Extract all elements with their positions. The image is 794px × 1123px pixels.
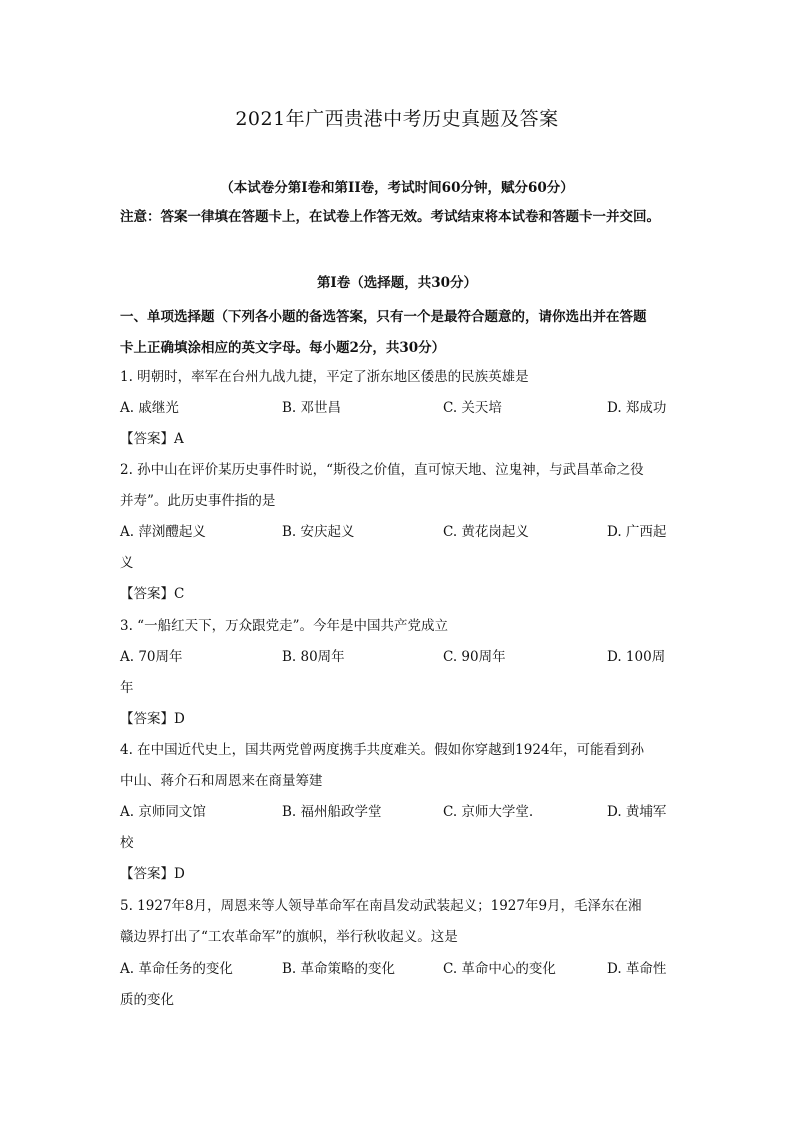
option-d: D. 革命性: [607, 961, 667, 977]
exam-subtitle: （本试卷分第I卷和第II卷，考试时间60分钟，赋分60分）: [220, 180, 574, 196]
question-4-stem-cont: 中山、蒋介石和周恩来在商量筹建: [120, 773, 323, 789]
option-b: B. 革命策略的变化: [282, 961, 396, 977]
question-5-options: [120, 957, 680, 977]
option-c: C. 京师大学堂.: [443, 804, 534, 820]
option-a: A. 京师同文馆: [120, 804, 206, 820]
option-d: D. 黄埔军: [607, 804, 667, 820]
option-d: D. 广西起: [607, 524, 667, 540]
option-c: C. 关天培: [443, 400, 502, 416]
option-a: A. 戚继光: [120, 400, 179, 416]
option-a: A. 70周年: [120, 649, 183, 665]
option-c: C. 黄花岗起义: [443, 524, 529, 540]
option-d: D. 郑成功: [607, 400, 667, 416]
question-5-stem-cont: 赣边界打出了“工农革命军”的旗帜，举行秋收起义。这是: [120, 929, 458, 945]
section-title: 第I卷（选择题，共30分）: [316, 275, 478, 291]
option-b: B. 安庆起义: [282, 524, 355, 540]
question-4-option-wrap: 校: [120, 835, 134, 851]
question-3-option-wrap: 年: [120, 680, 134, 696]
page-title: 2021年广西贵港中考历史真题及答案: [235, 108, 559, 130]
option-b: B. 80周年: [282, 649, 345, 665]
option-b: B. 邓世昌: [282, 400, 342, 416]
exam-notice: 注意：答案一律填在答题卡上，在试卷上作答无效。考试结束将本试卷和答题卡一并交回。: [120, 209, 660, 225]
question-3-answer: 【答案】D: [120, 711, 185, 727]
instruction-line: 一、单项选择题（下列各小题的备选答案，只有一个是最符合题意的，请你选出并在答题: [120, 309, 647, 325]
question-4-stem: 4. 在中国近代史上，国共两党曾两度携手共度难关。假如你穿越到1924年，可能看到孙: [120, 742, 645, 758]
option-c: C. 90周年: [443, 649, 506, 665]
question-2-answer: 【答案】C: [120, 586, 185, 602]
option-d: D. 100周: [607, 649, 666, 665]
question-2-options: [120, 520, 680, 540]
question-3-stem: 3. “一船红天下，万众跟党走”。今年是中国共产党成立: [120, 618, 448, 634]
section-instructions: [120, 302, 680, 364]
question-2-option-wrap: 义: [120, 555, 134, 571]
question-1-options: [120, 396, 680, 416]
question-3-options: [120, 645, 680, 665]
instruction-line: 卡上正确填涂相应的英文字母。每小题2分，共30分）: [120, 340, 446, 356]
question-1-answer: 【答案】A: [120, 431, 184, 447]
question-5-stem: 5. 1927年8月，周恩来等人领导革命军在南昌发动武装起义；1927年9月，毛泽东在湘: [120, 898, 642, 914]
option-a: A. 革命任务的变化: [120, 961, 233, 977]
option-a: A. 萍浏醴起义: [120, 524, 206, 540]
question-1-stem: 1. 明朝时，率军在台州九战九捷，平定了浙东地区倭患的民族英雄是: [120, 369, 529, 385]
option-b: B. 福州船政学堂: [282, 804, 382, 820]
question-4-answer: 【答案】D: [120, 866, 185, 882]
question-2-stem-cont: 并寿”。此历史事件指的是: [120, 493, 276, 509]
question-2-stem: 2. 孙中山在评价某历史事件时说，“斯役之价值，直可惊天地、泣鬼神，与武昌革命之役: [120, 462, 644, 478]
question-5-option-wrap: 质的变化: [120, 992, 174, 1008]
option-c: C. 革命中心的变化: [443, 961, 556, 977]
question-4-options: [120, 800, 680, 820]
